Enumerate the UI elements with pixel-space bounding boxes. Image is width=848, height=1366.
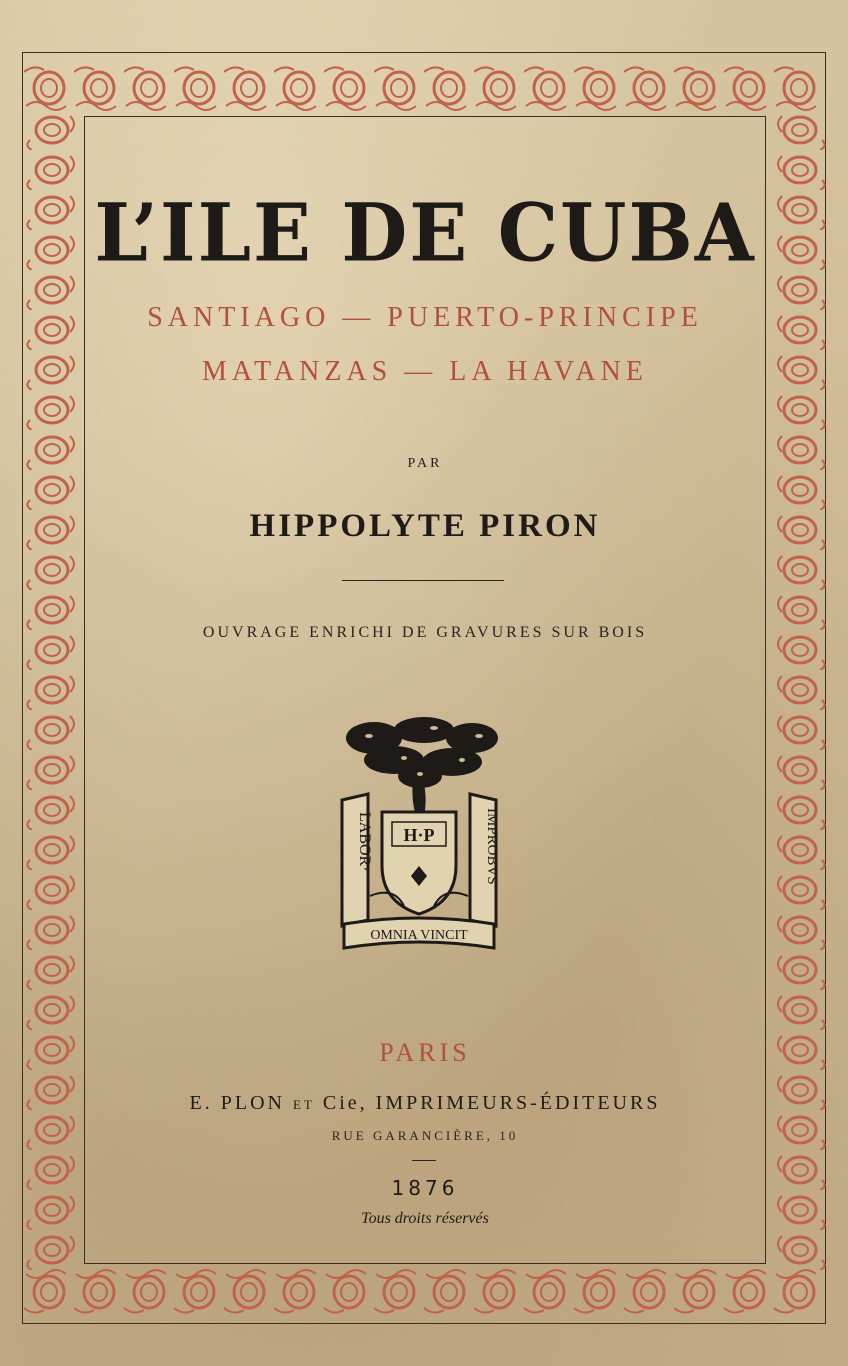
rights-notice: Tous droits réservés	[361, 1210, 489, 1227]
author-name: HIPPOLYTE PIRON	[249, 508, 601, 544]
printer-device-tree-icon	[334, 716, 504, 956]
small-divider-rule	[412, 1160, 436, 1161]
subtitle-line-2: MATANZAS — LA HAVANE	[202, 356, 648, 387]
publisher-cie: Cie	[322, 1092, 360, 1114]
publication-year: 1876	[391, 1176, 459, 1200]
publisher-et: ET	[292, 1097, 315, 1112]
ornamental-border-left	[24, 110, 84, 1270]
ornamental-border-bottom	[24, 1262, 824, 1322]
emblem-banner-left: LABOR·	[356, 812, 373, 872]
book-title: L’ILE DE CUBA	[94, 185, 756, 280]
by-label: PAR	[407, 456, 443, 471]
subtitle-line-1: SANTIAGO — PUERTO-PRINCIPE	[147, 302, 703, 333]
divider-rule	[342, 580, 504, 581]
publisher-name: E. PLON	[189, 1092, 285, 1114]
emblem-banner-bottom: OMNIA VINCIT	[370, 928, 468, 943]
publisher-role: , IMPRIMEURS-ÉDITEURS	[359, 1092, 661, 1114]
publication-city: PARIS	[379, 1038, 471, 1067]
ornamental-border-right	[768, 110, 828, 1270]
title-page-content	[84, 116, 766, 1264]
publisher-address: RUE GARANCIÈRE, 10	[331, 1128, 519, 1143]
publisher-line	[84, 1092, 766, 1115]
emblem-monogram: H·P	[403, 825, 435, 845]
enrichment-note: OUVRAGE ENRICHI DE GRAVURES SUR BOIS	[202, 624, 648, 641]
emblem-banner-right: IMPROBVS	[484, 808, 500, 885]
ornamental-border-top	[24, 58, 824, 118]
